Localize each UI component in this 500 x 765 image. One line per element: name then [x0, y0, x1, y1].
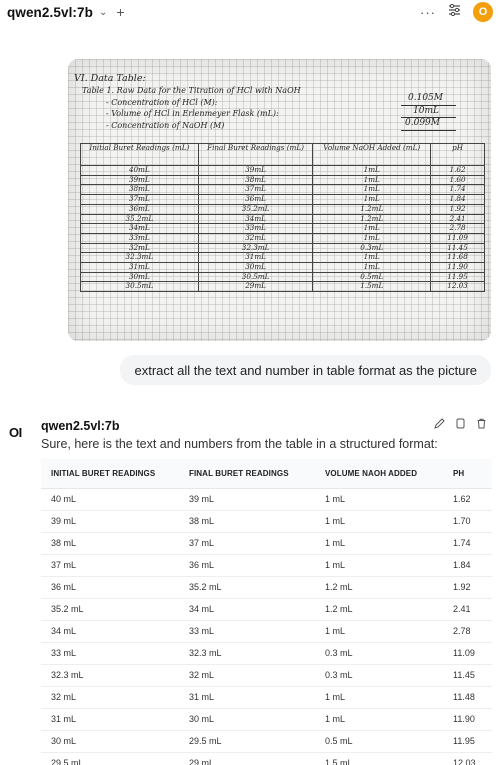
photo-cell: 12.03	[431, 282, 485, 292]
table-cell: 30 mL	[179, 708, 315, 730]
assistant-logo: OI	[9, 425, 22, 440]
table-row	[41, 686, 492, 708]
table-cell: 1.92	[443, 576, 492, 598]
photo-cell: 37mL	[81, 195, 199, 205]
photo-cell: 1mL	[313, 253, 431, 263]
table-row	[41, 510, 492, 532]
photo-cell: 1mL	[313, 175, 431, 185]
photo-cell: 30mL	[81, 272, 199, 282]
photo-cell: 30.5mL	[81, 282, 199, 292]
photo-cell: 0.3mL	[313, 243, 431, 253]
photo-cell: 35.2mL	[198, 204, 313, 214]
model-selector[interactable]: qwen2.5vl:7b	[7, 4, 93, 20]
table-cell: 1.5 mL	[315, 752, 443, 765]
photo-cell: 34mL	[198, 214, 313, 224]
table-cell: 37 mL	[179, 532, 315, 554]
photo-row	[81, 224, 485, 234]
table-cell: 1.2 mL	[315, 576, 443, 598]
assistant-intro: Sure, here is the text and numbers from the table in a structured format:	[41, 437, 438, 451]
table-cell: 0.3 mL	[315, 642, 443, 664]
photo-cell: 29mL	[198, 282, 313, 292]
photo-cell: 1mL	[313, 195, 431, 205]
table-row	[41, 642, 492, 664]
user-message: extract all the text and number in table format as the picture	[120, 355, 491, 385]
table-cell: 32.3 mL	[41, 664, 179, 686]
table-cell: 34 mL	[41, 620, 179, 642]
edit-icon[interactable]	[433, 418, 445, 432]
table-cell: 36 mL	[179, 554, 315, 576]
table-row	[41, 598, 492, 620]
photo-cell: 1.84	[431, 195, 485, 205]
table-cell: 11.09	[443, 642, 492, 664]
photo-value: 0.105M	[408, 93, 443, 103]
table-cell: 33 mL	[179, 620, 315, 642]
avatar[interactable]: O	[473, 2, 493, 22]
plus-icon[interactable]: +	[116, 4, 125, 20]
table-cell: 35.2 mL	[179, 576, 315, 598]
photo-row	[81, 166, 485, 176]
photo-cell: 1mL	[313, 233, 431, 243]
photo-cell: 1.5mL	[313, 282, 431, 292]
table-row	[41, 664, 492, 686]
table-cell: 1 mL	[315, 708, 443, 730]
photo-row	[81, 233, 485, 243]
table-row	[41, 730, 492, 752]
photo-value: 0.099M	[405, 118, 440, 128]
table-cell: 39 mL	[179, 488, 315, 510]
photo-col-header: Volume NaOH Added (mL)	[313, 144, 431, 166]
table-cell: 30 mL	[41, 730, 179, 752]
delete-icon[interactable]	[475, 418, 487, 432]
attached-photo[interactable]	[68, 59, 491, 341]
col-header: PH	[443, 459, 492, 488]
table-cell: 1.74	[443, 532, 492, 554]
photo-col-header: Final Buret Readings (mL)	[198, 144, 313, 166]
photo-cell: 11.90	[431, 263, 485, 273]
table-cell: 11.95	[443, 730, 492, 752]
photo-cell: 2.78	[431, 224, 485, 234]
col-header: VOLUME NAOH ADDED	[315, 459, 443, 488]
assistant-name: qwen2.5vl:7b	[41, 419, 120, 433]
table-cell: 0.3 mL	[315, 664, 443, 686]
table-row	[41, 752, 492, 765]
more-icon[interactable]: ···	[420, 4, 436, 20]
table-cell: 2.78	[443, 620, 492, 642]
table-row	[41, 488, 492, 510]
table-cell: 1.62	[443, 488, 492, 510]
table-cell: 35.2 mL	[41, 598, 179, 620]
table-cell: 38 mL	[41, 532, 179, 554]
photo-cell: 32.3mL	[81, 253, 199, 263]
col-header: FINAL BURET READINGS	[179, 459, 315, 488]
photo-row	[81, 263, 485, 273]
photo-cell: 11.68	[431, 253, 485, 263]
photo-col-header: Initial Buret Readings (mL)	[81, 144, 199, 166]
photo-cell: 1.62	[431, 166, 485, 176]
table-cell: 1.84	[443, 554, 492, 576]
photo-cell: 2.41	[431, 214, 485, 224]
table-cell: 29.5 mL	[41, 752, 179, 765]
photo-cell: 36mL	[198, 195, 313, 205]
photo-cell: 11.95	[431, 272, 485, 282]
table-cell: 32 mL	[41, 686, 179, 708]
photo-cell: 1.2mL	[313, 214, 431, 224]
table-cell: 12.03	[443, 752, 492, 765]
photo-cell: 33mL	[198, 224, 313, 234]
table-cell: 1 mL	[315, 554, 443, 576]
table-cell: 31 mL	[179, 686, 315, 708]
table-cell: 32.3 mL	[179, 642, 315, 664]
table-cell: 29.5 mL	[179, 730, 315, 752]
table-cell: 40 mL	[41, 488, 179, 510]
photo-cell: 30.5mL	[198, 272, 313, 282]
photo-subtitle: Table 1. Raw Data for the Titration of HCl with NaOH	[82, 86, 301, 95]
table-cell: 11.48	[443, 686, 492, 708]
table-cell: 1 mL	[315, 488, 443, 510]
photo-cell: 1mL	[313, 185, 431, 195]
top-right-controls	[420, 2, 493, 22]
table-row	[41, 532, 492, 554]
table-cell: 36 mL	[41, 576, 179, 598]
table-cell: 37 mL	[41, 554, 179, 576]
photo-cell: 11.45	[431, 243, 485, 253]
table-row	[41, 576, 492, 598]
table-row	[41, 708, 492, 730]
photo-row	[81, 204, 485, 214]
chevron-down-icon[interactable]: ⌄	[98, 6, 108, 18]
photo-cell: 39mL	[198, 166, 313, 176]
photo-cell: 32.3mL	[198, 243, 313, 253]
table-cell: 1 mL	[315, 620, 443, 642]
table-cell: 1.70	[443, 510, 492, 532]
settings-sliders-icon[interactable]	[448, 3, 461, 21]
table-cell: 11.45	[443, 664, 492, 686]
photo-cell: 33mL	[81, 233, 199, 243]
photo-cell: 0.5mL	[313, 272, 431, 282]
photo-cell: 34mL	[81, 224, 199, 234]
photo-cell: 30mL	[198, 263, 313, 273]
table-cell: 34 mL	[179, 598, 315, 620]
photo-line: - Concentration of NaOH (M)	[106, 121, 225, 130]
photo-cell: 39mL	[81, 175, 199, 185]
table-cell: 29 mL	[179, 752, 315, 765]
table-row	[41, 554, 492, 576]
photo-table	[80, 143, 485, 292]
photo-cell: 40mL	[81, 166, 199, 176]
table-cell: 1 mL	[315, 510, 443, 532]
table-header-row	[41, 459, 492, 488]
photo-cell: 1.74	[431, 185, 485, 195]
result-table	[41, 459, 492, 765]
photo-cell: 1.60	[431, 175, 485, 185]
photo-cell: 31mL	[198, 253, 313, 263]
photo-cell: 36mL	[81, 204, 199, 214]
photo-cell: 11.09	[431, 233, 485, 243]
photo-row	[81, 195, 485, 205]
photo-cell: 1.92	[431, 204, 485, 214]
message-actions	[433, 418, 487, 432]
table-row	[41, 620, 492, 642]
photo-cell: 1mL	[313, 166, 431, 176]
photo-cell: 38mL	[81, 185, 199, 195]
photo-cell: 1.2mL	[313, 204, 431, 214]
table-cell: 38 mL	[179, 510, 315, 532]
photo-value: 10mL	[413, 106, 439, 116]
table-cell: 2.41	[443, 598, 492, 620]
copy-icon[interactable]	[454, 418, 466, 432]
photo-cell: 38mL	[198, 175, 313, 185]
photo-line: - Concentration of HCl (M):	[106, 98, 218, 107]
table-cell: 31 mL	[41, 708, 179, 730]
table-cell: 0.5 mL	[315, 730, 443, 752]
table-cell: 32 mL	[179, 664, 315, 686]
table-cell: 1 mL	[315, 532, 443, 554]
table-cell: 39 mL	[41, 510, 179, 532]
photo-title: VI. Data Table:	[74, 73, 146, 84]
table-cell: 1.2 mL	[315, 598, 443, 620]
photo-cell: 35.2mL	[81, 214, 199, 224]
table-cell: 11.90	[443, 708, 492, 730]
photo-cell: 32mL	[81, 243, 199, 253]
table-cell: 1 mL	[315, 686, 443, 708]
photo-col-header: pH	[431, 144, 485, 166]
col-header: INITIAL BURET READINGS	[41, 459, 179, 488]
photo-cell: 37mL	[198, 185, 313, 195]
photo-cell: 1mL	[313, 263, 431, 273]
photo-line: - Volume of HCl in Erlenmeyer Flask (mL):	[106, 109, 279, 118]
photo-cell: 1mL	[313, 224, 431, 234]
photo-cell: 31mL	[81, 263, 199, 273]
table-cell: 33 mL	[41, 642, 179, 664]
photo-cell: 32mL	[198, 233, 313, 243]
photo-row	[81, 282, 485, 292]
